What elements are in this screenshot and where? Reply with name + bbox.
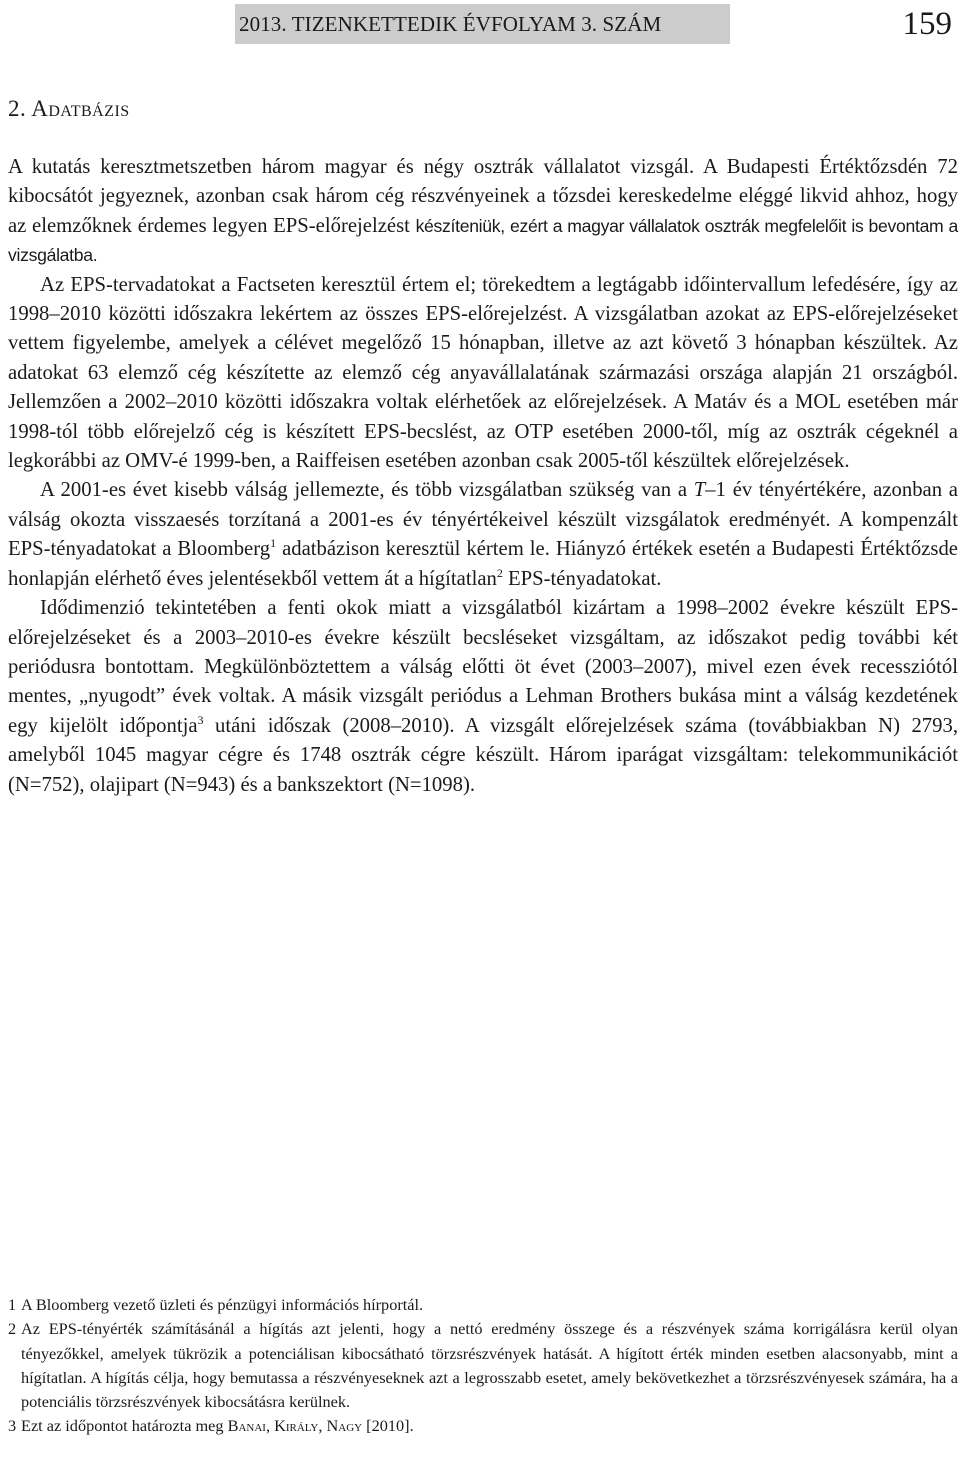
- footnote-3-text: [21, 1414, 958, 1438]
- footnote-1-number: 1: [8, 1295, 17, 1314]
- footnote-ref-1[interactable]: 1: [270, 536, 277, 551]
- paragraph-3-text-c: adatbázison keresztül kértem le. Hiányzó értékek esetén a Budapesti Értéktőzsde honlapján elérhető éves jelentésekből vettem át a hígítatlan: [8, 538, 958, 590]
- citation-author: Banai: [227, 1416, 266, 1436]
- footnote-2: [8, 1317, 958, 1414]
- paragraph-3-text-d: EPS-tényadatokat.: [502, 567, 662, 590]
- footnote-ref-3[interactable]: 3: [197, 712, 204, 727]
- running-header: [235, 4, 730, 44]
- footnote-3-text-a: Ezt az időpontot határozta meg: [21, 1416, 228, 1436]
- citation-separator: ,: [265, 1416, 275, 1436]
- paragraph-1-text: A kutatás keresztmetszetben három magyar és négy osztrák vállalatot vizsgál. A Budapesti Értéktőzsdén 72 kibocsátót jegyeznek, azonban csak három cég részvényeinek a tőzsdei kereskedelme eléggé likvid ahhoz, hogy az elemzőknek érdemes legyen EPS-előrejelzést: [8, 156, 958, 237]
- page-number: 159: [902, 6, 952, 42]
- paragraph-2: Az EPS-tervadatokat a Factseten keresztül értem el; törekedtem a legtágabb időintervallum lefedésére, így az 1998–2010 közötti időszakra lekértem az összes EPS-előrejelzést. A vizsgálatban azokat az EPS-előrejelzéseket vettem figyelembe, amelyek a célévet megelőző 15 hónapban, illetve az azt követő 3 hónapban készültek. Az adatokat 63 elemző cég készítette az elemző cég anyavállalatának származási országa alapján 21 országból. Jellemzően a 2002–2010 közötti időszakra voltak elérhetőek az előrejelzések. A Matáv és a MOL esetében már 1998-tól több előrejelző cég is készített EPS-becslést, az OTP esetében 2000-től, míg az osztrák cégeknél a legkorábbi az OMV-é 1999-ben, a Raiffeisen esetében azonban csak 2005-től készültek előrejelzések.: [8, 273, 958, 473]
- paragraph-3-text-b: –1 év tényértékére, azonban a válság okozta visszaesés torzítaná a 2001-es év tényértékeivel készült vizsgálatok eredményét. A kompenzált EPS-tényadatokat a Bloomberg: [8, 479, 958, 561]
- paragraph-4-text-a: Idődimenzió tekintetében a fenti okok miatt a vizsgálatból kizártam a 1998–2002 évekre készült EPS-előrejelzéseket és a 2003–2010-es évekre készült becsléseket vizsgáltam, az időszakot pedig további két periódusra bontottam. Megkülönböztettem a válság előtti öt évet (2003–2007), mivel ezen évek recessziótól mentes, „nyugodt” évek voltak. A másik vizsgált periódus a Lehman Brothers bukása mint a válság kezdetének egy kijelölt időpontja: [8, 597, 958, 737]
- paragraph-1-text-end: készíteniük, ezért a magyar vállalatok osztrák megfelelőit is bevontam a vizsgálatba.: [8, 215, 959, 266]
- body-text: [8, 153, 958, 800]
- section-number: 2.: [8, 96, 32, 121]
- footnotes: [8, 1293, 958, 1439]
- footnote-1-text: A Bloomberg vezető üzleti és pénzügyi információs hírportál.: [21, 1295, 424, 1314]
- citation-year: [2010].: [362, 1416, 414, 1436]
- variable-t: T: [693, 479, 706, 502]
- section-title-initial: A: [31, 96, 49, 121]
- paragraph-3: [8, 476, 958, 594]
- footnote-2-number: 2: [8, 1319, 17, 1339]
- citation-author: Király: [274, 1416, 319, 1436]
- paragraph-4: [8, 594, 958, 800]
- section-heading: [8, 96, 130, 122]
- citation-author: Nagy: [326, 1416, 363, 1436]
- journal-issue-title: 2013. TIZENKETTEDIK ÉVFOLYAM 3. SZÁM: [239, 11, 662, 36]
- footnote-2-text: Az EPS-tényérték számításánál a hígítás azt jelenti, hogy a nettó eredmény összege és a részvények száma korrigálásra kerül olyan tényezőkkel, amelyek tükrözik a potenciálisan kibocsátható törzsrészvények hatását. A hígított érték minden esetben alacsonyabb, mint a hígítatlan. A hígítás célja, hogy bemutassa a részvényeseknek azt a legrosszabb esetet, amely bekövetkezhet a törzsrészvényesek számára, ha a potenciális törzsrészvények kibocsátásra kerülnek.: [21, 1319, 958, 1412]
- footnote-1: [8, 1293, 958, 1317]
- paragraph-3-text-a: A 2001-es évet kisebb válság jellemezte, és több vizsgálatban szükség van a: [40, 479, 694, 502]
- footnote-ref-2[interactable]: 2: [496, 565, 503, 580]
- footnote-3-number: 3: [8, 1416, 17, 1436]
- paragraph-1: [8, 153, 958, 271]
- citation-separator: ,: [318, 1416, 327, 1436]
- footnote-3: [8, 1414, 958, 1438]
- section-title-rest: datbázis: [48, 96, 130, 121]
- paragraph-4-text-b: utáni időszak (2008–2010). A vizsgált előrejelzések száma (továbbiakban N) 2793, amelyből 1045 magyar cégre és 1748 osztrák cégre készült. Három iparágat vizsgáltam: telekommunikációt (N=752), olajipart (N=943) és a bankszektort (N=1098).: [8, 714, 959, 796]
